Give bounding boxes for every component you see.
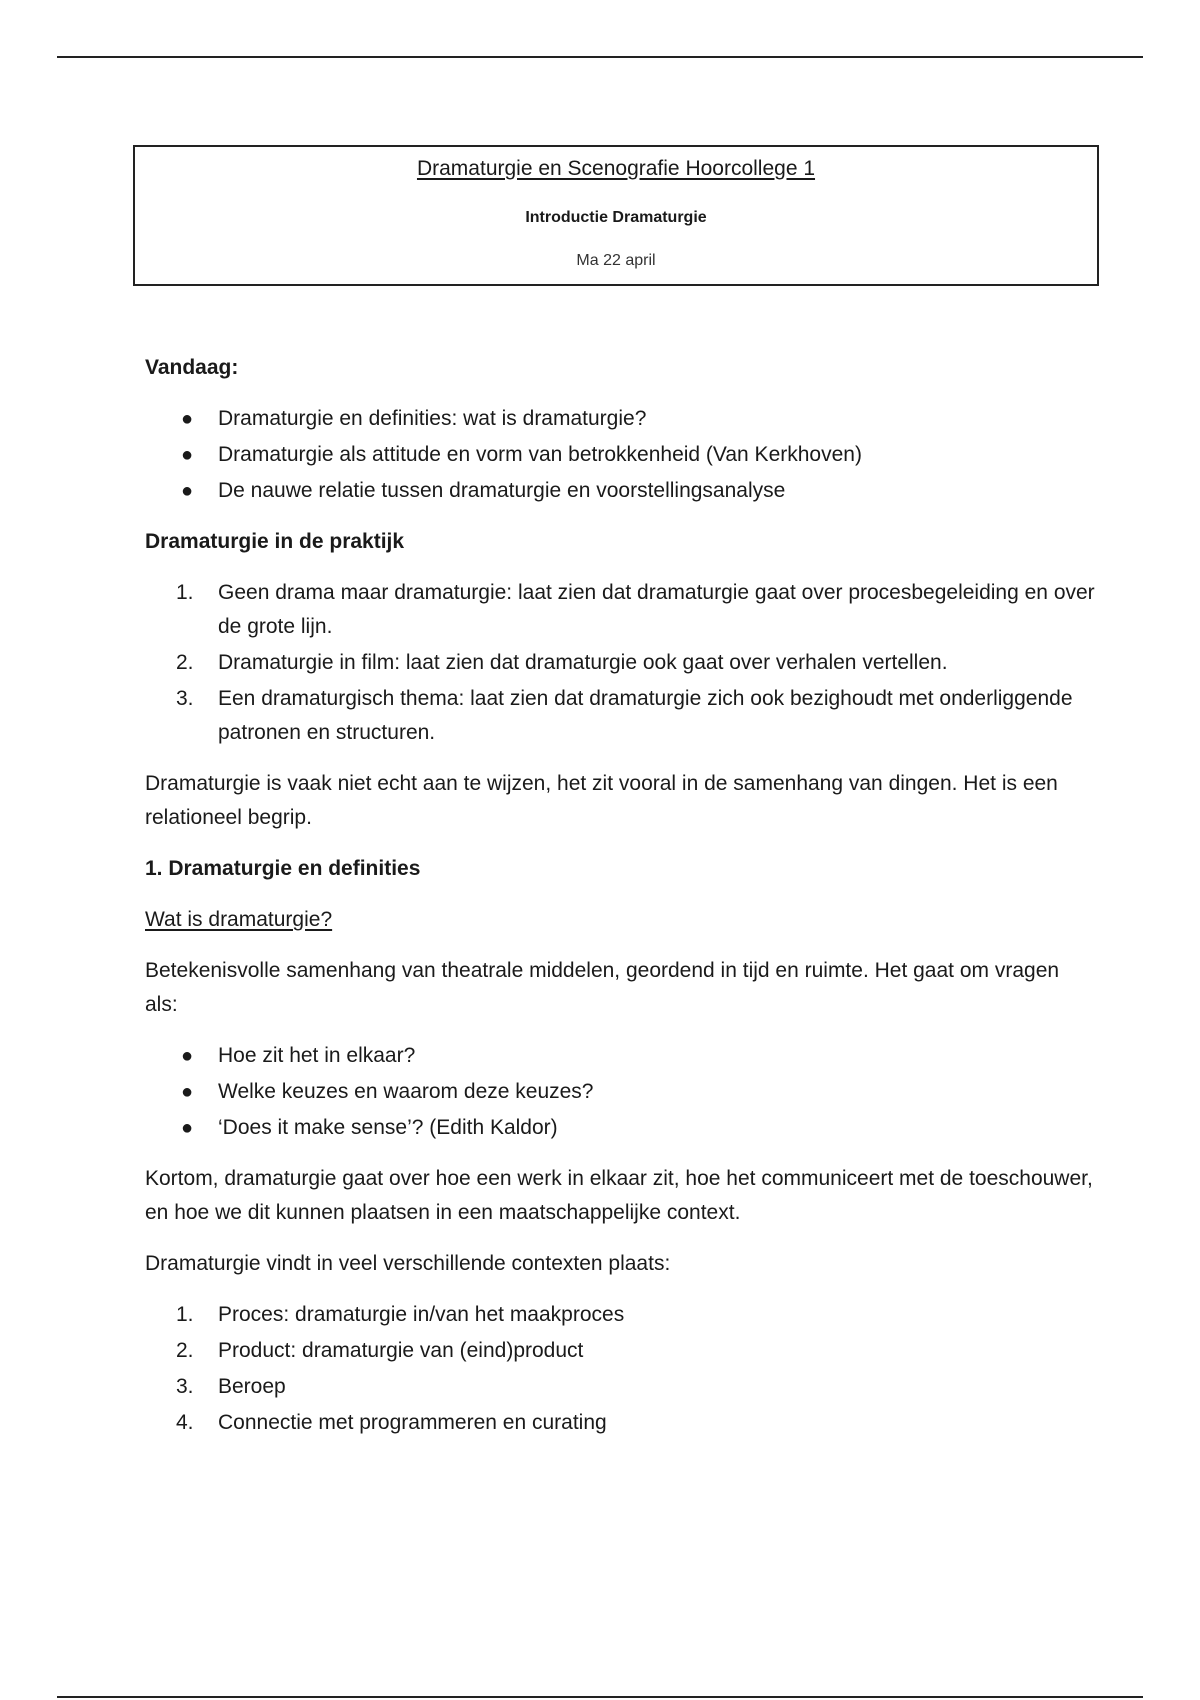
lecture-date: Ma 22 april [576,252,656,269]
definities-subheading: Wat is dramaturgie? [145,908,333,931]
list-item [145,1111,1095,1145]
list-item [145,1075,1095,1109]
bullet-icon: ● [181,408,194,430]
list-item [145,1334,1095,1368]
vandaag-heading: Vandaag: [145,356,239,379]
bullet-icon: ● [181,1081,194,1103]
contexts-intro: Dramaturgie vindt in veel verschillende contexten plaats: [145,1252,671,1275]
list-item-text: Dramaturgie en definities: wat is dramaturgie? [218,407,647,430]
list-item-text: Dramaturgie als attitude en vorm van betrokkenheid (Van Kerkhoven) [218,443,862,466]
list-number: 4. [176,1411,194,1434]
questions-list [145,1039,1095,1145]
document-body [145,351,1095,1457]
list-item [145,474,1095,508]
vandaag-list [145,402,1095,508]
list-item-text: Geen drama maar dramaturgie: laat zien dat dramaturgie gaat over procesbegeleiding en over de grote lijn. [218,581,1095,638]
list-number: 3. [176,1375,194,1398]
list-item [145,646,1095,680]
praktijk-paragraph: Dramaturgie is vaak niet echt aan te wijzen, het zit vooral in de samenhang van dingen. Het is een relationeel begrip. [145,772,1058,829]
bullet-icon: ● [181,480,194,502]
list-item-text: Product: dramaturgie van (eind)product [218,1339,584,1362]
list-item [145,682,1095,750]
list-item [145,576,1095,644]
list-item-text: Welke keuzes en waarom deze keuzes? [218,1080,594,1103]
bullet-icon: ● [181,1045,194,1067]
definities-heading: 1. Dramaturgie en definities [145,857,421,880]
praktijk-heading: Dramaturgie in de praktijk [145,530,405,553]
list-item-text: De nauwe relatie tussen dramaturgie en voorstellingsanalyse [218,479,786,502]
list-item [145,1370,1095,1404]
list-item-text: Hoe zit het in elkaar? [218,1044,416,1067]
list-number: 1. [176,1303,194,1326]
definities-summary: Kortom, dramaturgie gaat over hoe een werk in elkaar zit, hoe het communiceert met de toeschouwer, en hoe we dit kunnen plaatsen in een maatschappelijke context. [145,1167,1093,1224]
list-item-text: Een dramaturgisch thema: laat zien dat dramaturgie zich ook bezighoudt met onderliggende patronen en structuren. [218,687,1073,744]
list-item [145,1298,1095,1332]
bullet-icon: ● [181,444,194,466]
contexts-list [145,1298,1095,1440]
list-item [145,402,1095,436]
lecture-title: Introductie Dramaturgie [525,209,707,226]
list-item-text: Connectie met programmeren en curating [218,1411,607,1434]
title-box [133,145,1099,286]
list-item-text: Beroep [218,1375,286,1398]
list-number: 1. [176,581,194,604]
list-item-text: Dramaturgie in film: laat zien dat dramaturgie ook gaat over verhalen vertellen. [218,651,948,674]
list-item [145,1039,1095,1073]
definities-intro: Betekenisvolle samenhang van theatrale middelen, geordend in tijd en ruimte. Het gaat om vragen als: [145,959,1060,1016]
list-number: 2. [176,651,194,674]
page-top-rule [57,56,1143,58]
list-number: 3. [176,687,194,710]
course-title: Dramaturgie en Scenografie Hoorcollege 1 [416,157,816,180]
list-number: 2. [176,1339,194,1362]
bullet-icon: ● [181,1117,194,1139]
list-item-text: ‘Does it make sense’? (Edith Kaldor) [218,1116,558,1139]
praktijk-list [145,576,1095,750]
page-bottom-rule [57,1696,1143,1698]
list-item [145,438,1095,472]
list-item-text: Proces: dramaturgie in/van het maakproces [218,1303,625,1326]
list-item [145,1406,1095,1440]
